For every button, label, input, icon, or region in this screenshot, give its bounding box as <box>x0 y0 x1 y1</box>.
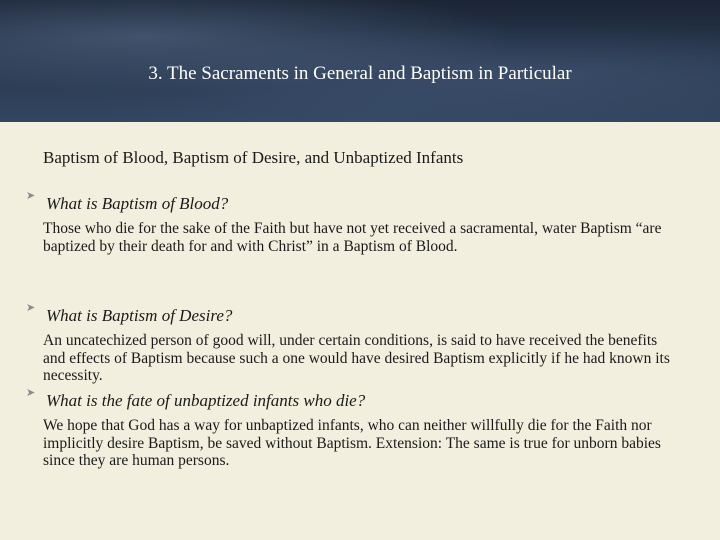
arrow-bullet-icon: ➤ <box>26 387 36 399</box>
question-blood: What is Baptism of Blood? <box>46 194 229 213</box>
answer-desire: An uncatechized person of good will, under certain conditions, is said to have received the benefits and effects of Baptism because such a one would have desired Baptism explicitly if he had known its necessity. <box>43 332 670 384</box>
arrow-bullet-icon: ➤ <box>26 190 36 202</box>
section-heading: Baptism of Blood, Baptism of Desire, and Unbaptized Infants <box>43 148 464 167</box>
answer-infants-text: We hope that God has a way for unbaptized infants, who can neither willfully die for the Faith nor implicitly desire Baptism, be saved without Baptism. <box>43 417 652 452</box>
question-infants: What is the fate of unbaptized infants who die? <box>46 391 366 410</box>
title-banner <box>0 0 720 122</box>
slide-title: 3. The Sacraments in General and Baptism in Particular <box>148 63 572 84</box>
extension-text: The same is true for unborn babies since they are human persons. <box>43 434 661 469</box>
answer-infants <box>43 417 683 470</box>
extension-label: Extension: <box>375 434 443 452</box>
question-desire: What is Baptism of Desire? <box>46 306 233 325</box>
arrow-bullet-icon: ➤ <box>26 302 36 314</box>
slide-content <box>0 122 720 540</box>
answer-blood: Those who die for the sake of the Faith but have not yet received a sacramental, water Baptism “are baptized by their death for and with Christ” in a Baptism of Blood. <box>43 220 662 255</box>
